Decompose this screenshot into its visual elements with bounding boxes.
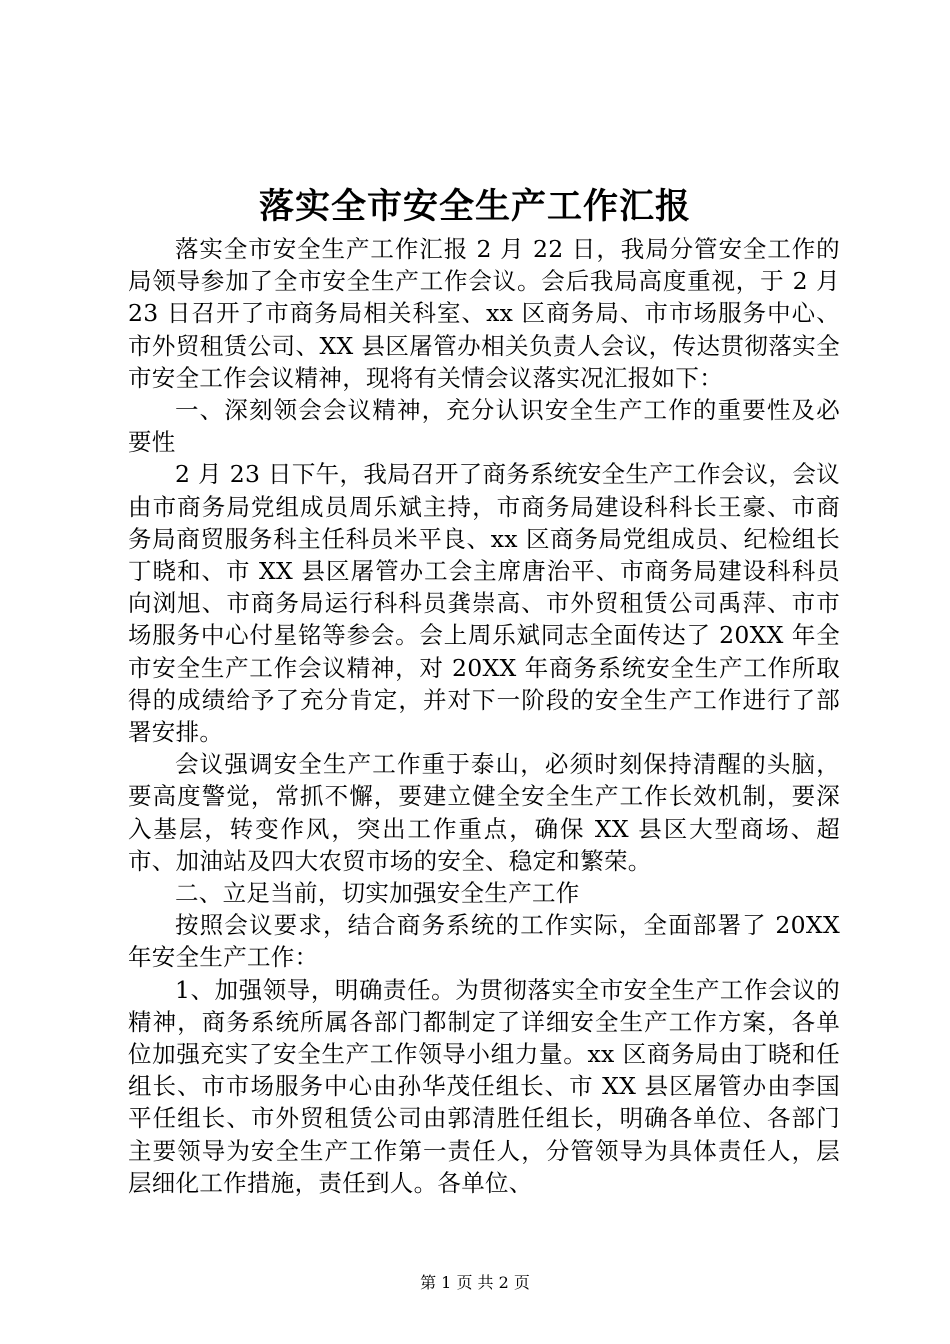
- document-title: 落实全市安全生产工作汇报: [258, 186, 691, 227]
- paragraph-deployment: 按照会议要求，结合商务系统的工作实际，全面部署了 20XX 年安全生产工作：: [128, 911, 840, 972]
- paragraph-emphasis: 会议强调安全生产工作重于泰山，必须时刻保持清醒的头脑，要高度警觉，常抓不懈，要建立健全安全生产工作长效机制，要深入基层，转变作风，突出工作重点，确保 XX 县区大型商场、超市、加油站及四大农贸市场的安全、稳定和繁荣。: [128, 750, 840, 875]
- page-footer: 第 1 页 共 2 页: [420, 1273, 530, 1292]
- section-heading-1: 一、深刻领会会议精神，充分认识安全生产工作的重要性及必要性: [128, 396, 840, 457]
- paragraph-item-1: 1、加强领导，明确责任。为贯彻落实全市安全生产工作会议的精神，商务系统所属各部门都制定了详细安全生产工作方案，各单位加强充实了安全生产工作领导小组力量。xx 区商务局由丁晓和任组长、市市场服务中心由孙华茂任组长、市 XX 县区屠管办由李国平任组长、市外贸租赁公司由郭清胜任组长，明确各单位、各部门主要领导为安全生产工作第一责任人，分管领导为具体责任人，层层细化工作措施，责任到人。各单位、: [128, 975, 840, 1197]
- paragraph-meeting: 2 月 23 日下午，我局召开了商务系统安全生产工作会议，会议由市商务局党组成员周乐斌主持，市商务局建设科科长王豪、市商务局商贸服务科主任科员米平良、xx 区商务局党组成员、纪检组长丁晓和、市 XX 县区屠管办工会主席唐治平、市商务局建设科科员向浏旭、市商务局运行科科员龚崇高、市外贸租赁公司禹萍、市市场服务中心付星铭等参会。会上周乐斌同志全面传达了 20XX 年全市安全生产工作会议精神，对 20XX 年商务系统安全生产工作所取得的成绩给予了充分肯定，并对下一阶段的安全生产工作进行了部署安排。: [128, 460, 840, 747]
- section-heading-2: 二、立足当前，切实加强安全生产工作: [175, 879, 580, 908]
- paragraph-intro: 落实全市安全生产工作汇报 2 月 22 日，我局分管安全工作的局领导参加了全市安全生产工作会议。会后我局高度重视，于 2 月 23 日召开了市商务局相关科室、xx 区商务局、市市场服务中心、市外贸租赁公司、XX 县区屠管办相关负责人会议，传达贯彻落实全市安全工作会议精神，现将有关情会议落实况汇报如下：: [128, 235, 840, 392]
- document-body: [128, 233, 840, 1199]
